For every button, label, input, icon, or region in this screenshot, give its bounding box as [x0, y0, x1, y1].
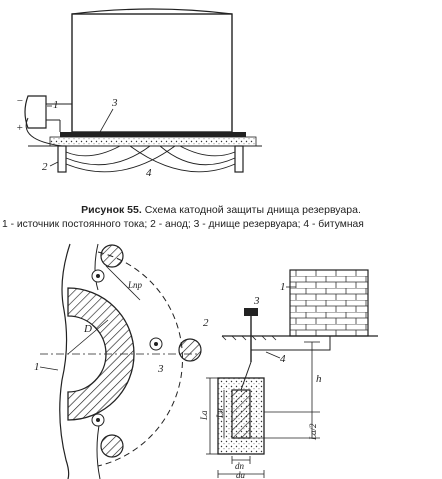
- label-3: 3: [112, 97, 118, 109]
- figure-number: Рисунок 55.: [81, 204, 142, 216]
- label-D: D: [84, 323, 92, 335]
- label-2-plan: 2: [203, 317, 209, 329]
- section-view-drawing: [199, 270, 378, 479]
- label-plus: +: [16, 122, 24, 134]
- tank-bottom: [60, 132, 246, 137]
- label-Lh: Lн: [215, 408, 225, 418]
- anode-left: [58, 146, 66, 172]
- label-1: 1: [53, 99, 59, 111]
- label-minus: −: [16, 95, 24, 107]
- tank-roof: [72, 9, 232, 14]
- label-da: da: [236, 470, 245, 479]
- label-dn: dn: [235, 461, 244, 471]
- ground-outline: [60, 244, 70, 479]
- anode-right: [179, 339, 201, 361]
- label-La2: La/2: [308, 423, 318, 440]
- dc-source: [25, 96, 46, 128]
- label-4-section: 4: [280, 353, 286, 365]
- label-3-section: 3: [254, 295, 260, 307]
- anode-bottom: [101, 435, 123, 457]
- anode-top: [101, 245, 123, 267]
- plan-view-drawing: [34, 244, 209, 479]
- label-4: 4: [146, 167, 152, 179]
- label-1-section: 1: [280, 281, 286, 293]
- figure-caption: [0, 204, 442, 217]
- terminal-head: [244, 308, 258, 316]
- tank-drawing: [16, 9, 262, 179]
- label-2: 2: [42, 161, 48, 173]
- bitumen-layer: [50, 137, 256, 146]
- label-3-plan: 3: [158, 363, 164, 375]
- label-La: La: [199, 410, 209, 420]
- figure-legend: 1 - источник постоянного тока; 2 - анод; 3 - днище резервуара; 4 - битумная: [2, 219, 364, 230]
- label-h: h: [316, 373, 322, 385]
- brick-wall: [290, 270, 368, 336]
- figure-title: Схема катодной защиты днища резервуара.: [144, 204, 361, 216]
- label-Lnp: Lпр: [128, 280, 143, 290]
- anode-rod: [232, 390, 250, 438]
- label-1-plan: 1: [34, 361, 40, 373]
- tank-shell: [72, 14, 232, 132]
- anode-right: [235, 146, 243, 172]
